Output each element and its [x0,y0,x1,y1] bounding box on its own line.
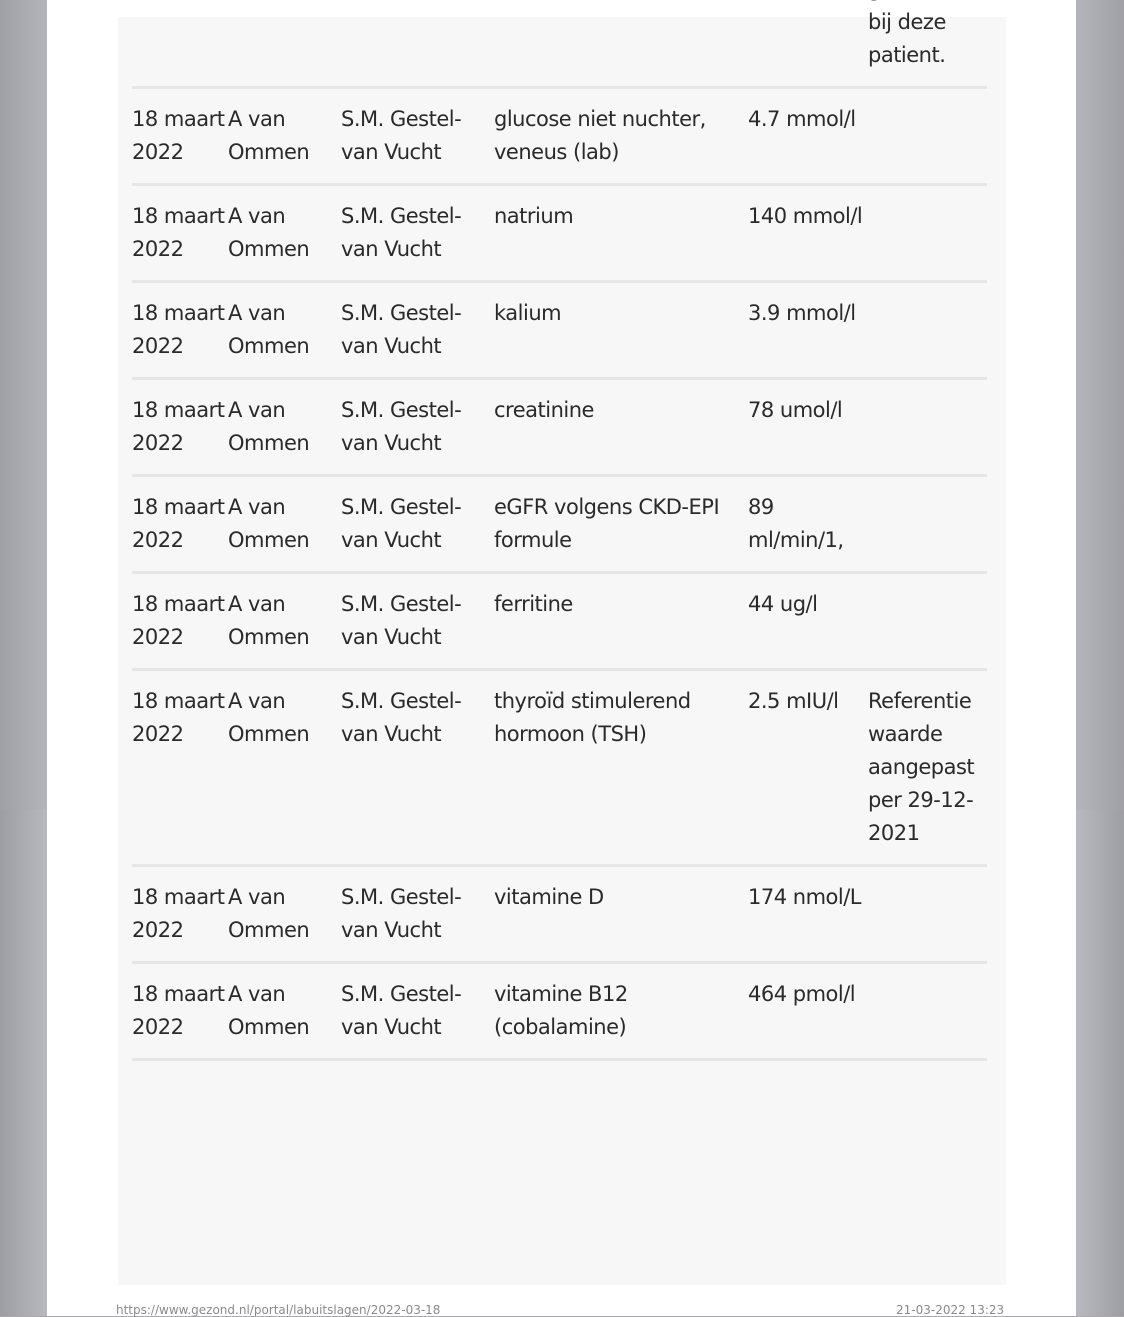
result-date: 18 maart 2022 [132,185,228,282]
table-row [132,0,987,88]
result-analyst: S.M. Gestel-van Vucht [341,185,494,282]
result-analyst: S.M. Gestel-van Vucht [341,866,494,963]
result-requester: A van Ommen [228,379,341,476]
result-value: 3.9 mmol/l [748,282,868,379]
result-value [748,0,868,88]
result-note [868,963,987,1060]
lab-results-body [132,0,987,1060]
table-row [132,185,987,282]
result-value: 89 ml/min/1, [748,476,868,573]
result-note [868,866,987,963]
result-test-name: creatinine [494,379,748,476]
table-row [132,963,987,1060]
result-date: 18 maart 2022 [132,282,228,379]
result-test-name: ferritine [494,573,748,670]
result-requester [228,0,341,88]
table-row [132,573,987,670]
table-row [132,379,987,476]
result-requester: A van Ommen [228,963,341,1060]
result-analyst: S.M. Gestel-van Vucht [341,573,494,670]
result-test-name [494,0,748,88]
result-note [868,185,987,282]
result-value: 140 mmol/l [748,185,868,282]
print-footer-url: https://www.gezond.nl/portal/labuitslagen/2022-03-18 [116,1303,441,1317]
result-test-name: eGFR volgens CKD-EPI formule [494,476,748,573]
result-requester: A van Ommen [228,476,341,573]
result-date [132,0,228,88]
result-note [868,476,987,573]
result-test-name: thyroïd stimulerend hormoon (TSH) [494,670,748,866]
table-row [132,670,987,866]
result-date: 18 maart 2022 [132,379,228,476]
result-value: 78 umol/l [748,379,868,476]
result-test-name: vitamine B12 (cobalamine) [494,963,748,1060]
result-requester: A van Ommen [228,866,341,963]
result-analyst: S.M. Gestel-van Vucht [341,963,494,1060]
table-row [132,88,987,185]
result-date: 18 maart 2022 [132,670,228,866]
result-requester: A van Ommen [228,670,341,866]
result-note [868,282,987,379]
lab-results-table-viewport[interactable] [132,10,987,1285]
result-date: 18 maart 2022 [132,88,228,185]
result-value: 464 pmol/l [748,963,868,1060]
result-note: bij deze patient. [868,0,987,88]
result-analyst: S.M. Gestel-van Vucht [341,282,494,379]
result-analyst: S.M. Gestel-van Vucht [341,670,494,866]
table-row [132,476,987,573]
result-date: 18 maart 2022 [132,963,228,1060]
result-requester: A van Ommen [228,282,341,379]
result-note: Referentie waarde aangepast per 29-12-2021 [868,670,987,866]
result-requester: A van Ommen [228,573,341,670]
result-requester: A van Ommen [228,88,341,185]
print-footer-timestamp: 21-03-2022 13:23 [896,1303,1005,1317]
result-note [868,573,987,670]
result-test-name: natrium [494,185,748,282]
result-analyst: S.M. Gestel-van Vucht [341,379,494,476]
lab-results-table [132,0,987,1061]
result-value: 2.5 mIU/l [748,670,868,866]
result-requester: A van Ommen [228,185,341,282]
result-test-name: glucose niet nuchter, veneus (lab) [494,88,748,185]
result-date: 18 maart 2022 [132,573,228,670]
table-row [132,282,987,379]
result-analyst [341,0,494,88]
result-note [868,379,987,476]
result-value: 174 nmol/L [748,866,868,963]
result-test-name: kalium [494,282,748,379]
result-date: 18 maart 2022 [132,476,228,573]
result-analyst: S.M. Gestel-van Vucht [341,88,494,185]
result-value: 4.7 mmol/l [748,88,868,185]
table-row [132,866,987,963]
result-value: 44 ug/l [748,573,868,670]
lab-results-panel [118,10,1006,1285]
result-test-name: vitamine D [494,866,748,963]
result-analyst: S.M. Gestel-van Vucht [341,476,494,573]
result-note [868,88,987,185]
result-date: 18 maart 2022 [132,866,228,963]
